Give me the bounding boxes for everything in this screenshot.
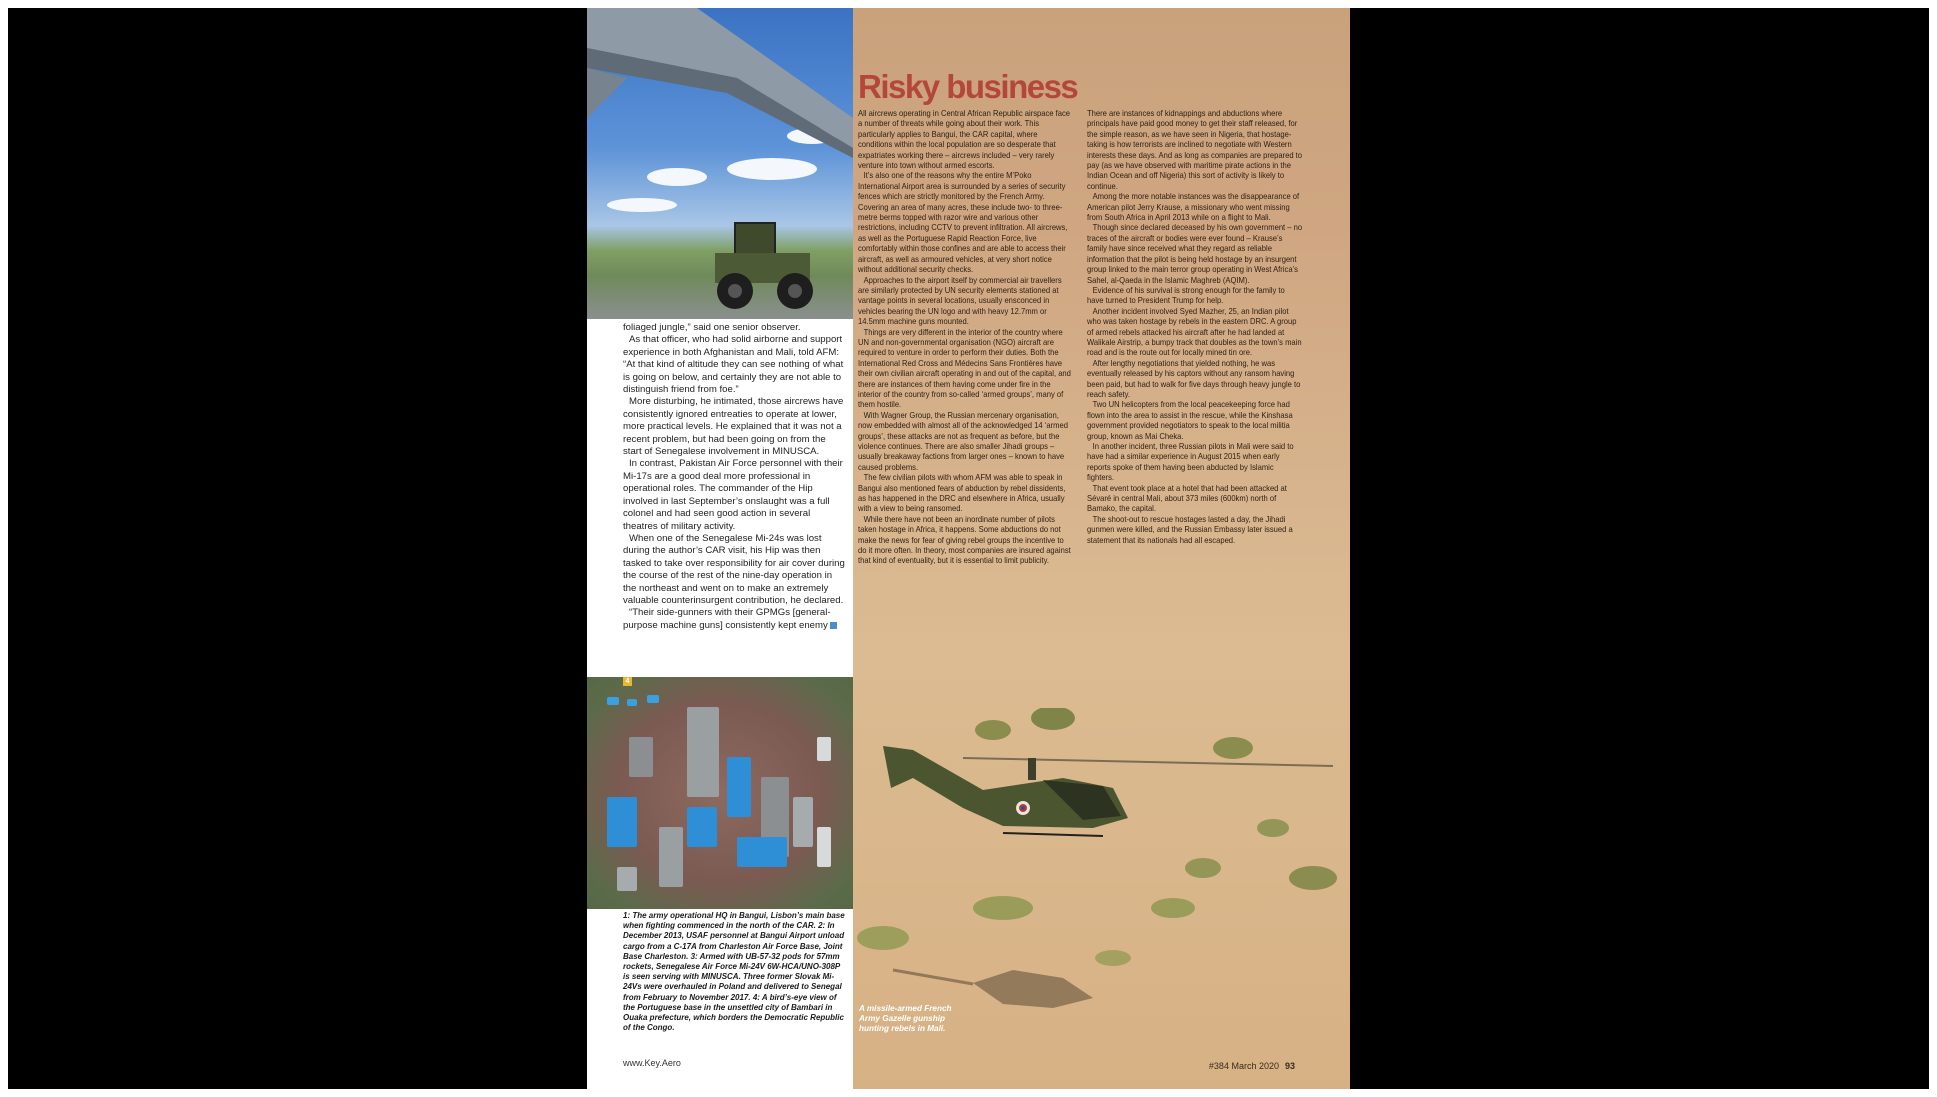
body-paragraph: All aircrews operating in Central African Republic airspace face a number of threats while going about their work. This particularly applies to Bangui, the CAR capital, where conditions within the local population are so desperate that expatriates working there – aircrews included – very rarely venture into town without armed escorts.: [858, 109, 1071, 171]
right-page: [853, 8, 1350, 1089]
body-paragraph: The few civilian pilots with whom AFM was able to speak in Bangui also mentioned fears of abduction by rebel dissidents, as has happened in the DRC and elsewhere in Africa, usually with a view to being ransomed.: [858, 473, 1066, 514]
footer-url: www.Key.Aero: [623, 1058, 681, 1068]
continue-arrow-icon: [830, 622, 837, 629]
body-paragraph: Evidence of his survival is strong enough for the family to have turned to President Trump for help.: [1087, 285, 1285, 306]
body-paragraph: In contrast, Pakistan Air Force personnel with their Mi-17s are a good deal more professional in operational roles. The commander of the Hip involved in last September’s onslaught was a full colonel and had seen good action in several theatres of military activity.: [623, 458, 843, 532]
body-paragraph: There are instances of kidnappings and abductions where principals have paid good money to get their staff released, for the simple reason, as we have seen in Nigeria, that hostage-taking is how terrorists are inclined to negotiate with Western interests these days. And as long as companies are prepared to pay (as we have observed with maritime pirate actions in the Indian Ocean and off Nigeria) this sort of activity is likely to continue.: [1087, 109, 1303, 191]
aircraft-wing-graphic: [587, 8, 853, 208]
body-paragraph: While there have not been an inordinate number of pilots taken hostage in Africa, it happens. Some abductions do not make the news for fear of giving rebel groups the incentive to do it more often. In theory, most companies are insured against that kind of eventuality, but it is essential to limit publicity.: [858, 514, 1071, 566]
military-loader-graphic: [705, 213, 825, 313]
body-paragraph: The shoot-out to rescue hostages lasted a day, the Jihadi gunmen were killed, and the Russian Embassy later issued a statement that its nationals had all escaped.: [1087, 514, 1293, 545]
body-paragraph: Another incident involved Syed Mazher, 25, an Indian pilot who was taken hostage by rebels in the eastern DRC. A group of armed rebels attacked his aircraft after he had landed at Walikale Airstrip, a bumpy track that doubles as the town’s main road and is the route out for locally mined tin ore.: [1087, 306, 1302, 358]
photo-number-badge: 4: [623, 677, 632, 686]
body-paragraph: foliaged jungle,” said one senior observer.: [623, 322, 801, 333]
body-paragraph: After lengthy negotiations that yielded nothing, he was eventually released by his captors without any ransom having been paid, but had to walk for five days through heavy jungle to reach safety.: [1087, 358, 1301, 399]
body-paragraph: Among the more notable instances was the disappearance of American pilot Jerry Krause, a missionary who went missing from South Africa in April 2013 while on a flight to Mali.: [1087, 192, 1300, 223]
page-number: 93: [1284, 1061, 1295, 1071]
body-paragraph: Things are very different in the interior of the country where UN and non-governmental organisation (NGO) aircraft are required to venture in order to perform their duties. Both the International Red Cross and Médecins Sans Frontières have their own civilian aircraft operating in and out of the capital, and there are instances of them having come under fire in the interior of the country from so-called ‘armed groups’, many of them hostile.: [858, 327, 1071, 410]
page-folio: [1209, 1061, 1295, 1071]
body-paragraph: Two UN helicopters from the local peacekeeping force had flown into the area to assist in the rescue, while the Kinshasa government provided negotiators to speak to the local militia group, known as Mai Cheka.: [1087, 400, 1293, 441]
body-paragraph: When one of the Senegalese Mi-24s was lost during the author’s CAR visit, his Hip was then tasked to take over responsibility for air cover during the course of the rest of the nine-day operation in the northeast and went on to make an extremely valuable counterinsurgent contribution, he declared.: [623, 532, 845, 606]
body-paragraph: It’s also one of the reasons why the entire M’Poko International Airport area is surrounded by a series of security fences which are strictly monitored by the French Army. Covering an area of many acres, these include two- to three-metre berms topped with razor wire and various other restrictions, including CCTV to prevent infiltration. All aircrews, as well as the Portuguese Rapid Reaction Force, live comfortably within those confines and are able to access their aircraft, as well as armoured vehicles, at very short notice without additional security checks.: [858, 171, 1068, 275]
helicopter-photo-caption: A missile-armed French Army Gazelle gunship hunting rebels in Mali.: [859, 1004, 952, 1033]
body-paragraph: More disturbing, he intimated, those aircrews have consistently ignored entreaties to operate at lower, more practical levels. He explained that it was not a recent problem, but had been going on from the start of Senegalese involvement in MINUSCA.: [623, 396, 844, 458]
body-paragraph: As that officer, who had solid airborne and support experience in both Afghanistan and Mali, told AFM: “At that kind of altitude they can see nothing of what is going on below, and certainly they are not able to distinguish friend from foe.”: [623, 334, 844, 396]
left-body-text: [623, 322, 845, 632]
body-paragraph: That event took place at a hotel that had been attacked at Sévaré in central Mali, about 373 miles (600km) north of Bamako, the capital.: [1087, 483, 1287, 514]
section-heading: Risky business: [858, 68, 1078, 105]
left-page: [587, 8, 853, 1089]
body-paragraph: With Wagner Group, the Russian mercenary organisation, now embedded with almost all of the acknowledged 14 ‘armed groups’, these attacks are not as frequent as before, but the violence continues. There are also smaller Jihadi groups – usually breakaway factions from larger ones – known to have caused problems.: [858, 410, 1068, 472]
body-paragraph: Approaches to the airport itself by commercial air travellers are similarly protected by UN security elements stationed at vantage points in several locations, usually ensconced in vehicles bearing the UN logo and with heavy 12.7mm or 14.5mm machine guns mounted.: [858, 275, 1062, 327]
body-paragraph: In another incident, three Russian pilots in Mali were said to have had a similar experience in August 2015 when early reports spoke of them having been abducted by Islamic fighters.: [1087, 442, 1294, 483]
text-column-2: [1087, 109, 1303, 546]
left-photo-caption: 1: The army operational HQ in Bangui, Lisbon’s main base when fighting commenced in the north of the CAR. 2: In December 2013, USAF personnel at Bangui Airport unload cargo from a C-17A from Charleston Air Force Base, Joint Base Charleston. 3: Armed with UB-57-32 pods for 57mm rockets, Senegalese Air Force Mi-24V 6W-HCA/UNO-308P is seen serving with MINUSCA. Three former Slovak Mi-24Vs were overhauled in Poland and delivered to Senegal from February to November 2017. 4: A bird’s-eye view of the Portuguese base in the unsettled city of Bambari in Ouaka prefecture, which borders the Democratic Republic of the Congo.: [623, 911, 845, 1033]
issue-label: #384 March 2020: [1208, 1061, 1279, 1071]
text-column-1: [858, 109, 1074, 567]
body-paragraph: “Their side-gunners with their GPMGs [general-purpose machine guns] consistently kept enemy: [623, 607, 831, 631]
aerial-base-photo: [587, 677, 853, 909]
body-paragraph: Though since declared deceased by his own government – no traces of the aircraft or bodies were ever found – Krause’s family have since received what they regard as reliable information that the pilot is being held hostage by an insurgent group linked to the main terror group operating in West Africa’s Sahel, al-Qaeda in the Islamic Maghreb (AQIM).: [1087, 223, 1303, 285]
airport-loader-photo: [587, 8, 853, 319]
